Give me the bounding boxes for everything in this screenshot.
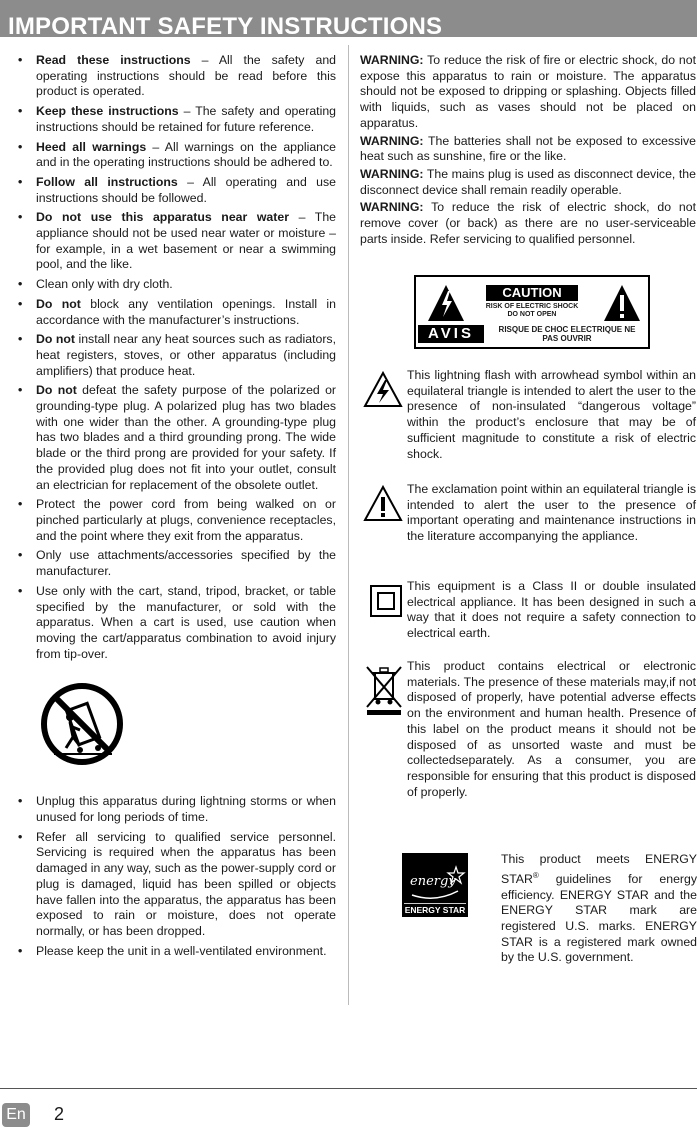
energy-star-text-b: guidelines for energy efficiency. ENERGY STAR and the ENERGY STAR mark are registered U.S. marks. ENERGY STAR is a registered mark owned by the U.S. government.: [501, 871, 697, 965]
energy-star-logo-text: ENERGY STAR: [404, 905, 466, 915]
energy-star-logo-script: energy: [410, 874, 456, 889]
instruction-list: [18, 53, 336, 662]
caution-line-1: RISK OF ELECTRIC SHOCK: [485, 303, 579, 310]
warning-text: The batteries shall not be exposed to excessive heat such as sunshine, fire or the like.: [360, 133, 696, 164]
list-item-text: Clean only with dry cloth.: [36, 277, 173, 292]
warning-paragraph: [360, 200, 696, 247]
left-column: [18, 53, 336, 963]
footer-rule: [0, 1088, 697, 1089]
header-bar: [0, 0, 697, 40]
list-item: [18, 175, 336, 206]
list-item: [18, 584, 336, 663]
list-item-bold: Follow all instructions: [36, 174, 178, 189]
language-badge: En: [2, 1103, 30, 1127]
list-item-bold: Do not: [36, 332, 75, 347]
caution-french-2: PAS OUVRIR: [542, 334, 592, 343]
weee-symbol-section: [362, 659, 696, 800]
energy-star-text-a: This product meets ENERGY STAR: [501, 852, 697, 886]
lightning-symbol-section: [362, 368, 696, 462]
list-item-text: block any ventilation openings. Install in accordance with the manufacturer’s instructions.: [36, 296, 336, 327]
lightning-triangle-icon: [362, 370, 404, 412]
caution-french-1: RISQUE DE CHOC ELECTRIQUE NE: [498, 325, 636, 334]
list-item: [18, 830, 336, 940]
double-square-icon: [370, 585, 412, 627]
list-item: [18, 210, 336, 273]
lightning-symbol-text: This lightning flash with arrowhead symbol within an equilateral triangle is intended to alert the user to the presence of non-insulated “dangerous voltage” within the product’s enclosure that may be of sufficient magnitude to constitute a risk of electric shock.: [407, 368, 696, 461]
list-item: [18, 297, 336, 328]
warnings-block: [360, 53, 696, 249]
list-item-text: Only use attachments/accessories specified by the manufacturer.: [36, 548, 336, 579]
list-item-bold: Do not: [36, 383, 77, 398]
energy-star-logo: [402, 853, 468, 917]
list-item-text: – All the safety and operating instructions should be read before this product is operated.: [36, 53, 336, 99]
caution-line-2: DO NOT OPEN: [507, 311, 557, 318]
list-item-text: – All warnings on the appliance and in the operating instructions should be adhered to.: [36, 139, 336, 170]
warning-text: To reduce the risk of electric shock, do not remove cover (or back) as there are no user-serviceable parts inside. Refer servicing to qualified personnel.: [360, 200, 696, 246]
list-item-text: defeat the safety purpose of the polarized or grounding-type plug. A polarized plug has two blades with one wider than the other. A grounding-type plug has two blades and a third grounding prong. The wide blade or the third prong are provided for your safety. If the provided plug does not fit into your outlet, consult an electrician for replacement of the obsolete outlet.: [36, 383, 336, 492]
list-item-text: – The appliance should not be used near water or moisture – for example, in a wet basement or near a swimming pool, and the like.: [36, 210, 336, 272]
class2-symbol-text: This equipment is a Class II or double insulated electrical appliance. It has been designed in such a way that it does not require a safety connection to electrical earth.: [407, 579, 696, 641]
warning-paragraph: [360, 167, 696, 198]
list-item: [18, 383, 336, 493]
list-item-bold: Do not use this apparatus near water: [36, 210, 289, 225]
exclamation-triangle-icon: [362, 484, 404, 526]
list-item-bold: Heed all warnings: [36, 139, 147, 154]
list-item: [18, 332, 336, 379]
warning-text: The mains plug is used as disconnect device, the disconnect device shall remain readily operable.: [360, 166, 696, 197]
caution-label: [414, 275, 650, 349]
list-item: [18, 53, 336, 100]
list-item: [18, 140, 336, 171]
avis-label: AVIS: [428, 325, 474, 342]
exclamation-symbol-text: The exclamation point within an equilateral triangle is intended to alert the user to the presence of important operating and maintenance instructions in the literature accompanying the appliance.: [407, 482, 696, 544]
list-item-text: install near any heat sources such as radiators, heat registers, stoves, or other apparatus (including amplifiers) that produce heat.: [36, 332, 336, 378]
energy-star-text: [501, 852, 697, 966]
list-item-text: Refer all servicing to qualified service personnel. Servicing is required when the apparatus has been damaged in any way, such as the power-supply cord or plug is damaged, liquid has been spilled or objects have fallen into the apparatus, the apparatus has been exposed to rain or moisture, does not operate normally, or has been dropped.: [36, 829, 336, 938]
list-item: [18, 277, 336, 293]
list-item: [18, 794, 336, 825]
warning-paragraph: [360, 134, 696, 165]
list-item: [18, 944, 336, 960]
list-item: [18, 548, 336, 579]
registered-mark: ®: [532, 870, 539, 880]
list-item-text: – The safety and operating instructions should be retained for future reference.: [36, 104, 336, 134]
list-item-text: Protect the power cord from being walked on or pinched particularly at plugs, convenience receptacles, and the point where they exit from the apparatus.: [36, 497, 336, 543]
list-item: [18, 497, 336, 544]
column-divider: [348, 45, 349, 1005]
caution-title: CAUTION: [502, 285, 562, 300]
list-item-text: Please keep the unit in a well-ventilated environment.: [36, 943, 327, 958]
crossed-bin-icon: [364, 663, 404, 717]
list-item-text: – All operating and use instructions should be followed.: [36, 174, 337, 205]
list-item-bold: Read these instructions: [36, 53, 191, 67]
page-number: 2: [54, 1104, 65, 1124]
list-item-bold: Keep these instructions: [36, 104, 179, 119]
weee-symbol-text: This product contains electrical or electronic materials. The presence of these materials may,if not disposed of properly, have potential adverse effects on the environment and human health. Presence of this label on the product means it should not be disposed of as unsorted waste and must be collectedseparately. As a consumer, you are responsible for ensuring that this product is disposed of properly.: [407, 659, 696, 799]
list-item-text: Unplug this apparatus during lightning storms or when unused for long periods of time.: [36, 794, 336, 825]
exclamation-symbol-section: [362, 482, 696, 545]
warning-label: WARNING:: [360, 53, 424, 67]
warning-label: WARNING:: [360, 133, 424, 148]
warning-text: To reduce the risk of fire or electric shock, do not expose this apparatus to rain or moisture. The apparatus should not be exposed to dripping or splashing. Objects filled with liquids, such as vases should not be placed on apparatus.: [360, 53, 696, 130]
warning-paragraph: [360, 53, 696, 132]
instruction-list-2: [18, 794, 336, 959]
cart-warning-icon: [40, 682, 125, 767]
warning-label: WARNING:: [360, 200, 424, 215]
list-item: [18, 104, 336, 135]
page-title: IMPORTANT SAFETY INSTRUCTIONS: [8, 13, 443, 40]
warning-label: WARNING:: [360, 166, 424, 181]
list-item-bold: Do not: [36, 296, 81, 311]
list-item-text: Use only with the cart, stand, tripod, bracket, or table specified by the manufacturer, or sold with the apparatus. When a cart is used, use caution when moving the cart/apparatus combination to avoid injury from tip-over.: [36, 583, 336, 661]
class2-symbol-section: [362, 579, 696, 642]
